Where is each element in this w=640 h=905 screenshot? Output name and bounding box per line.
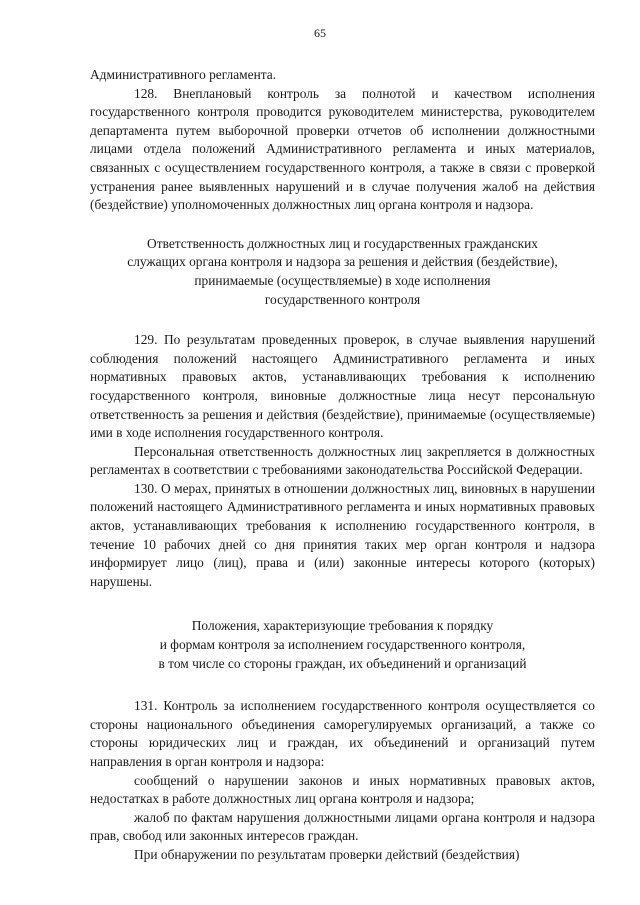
paragraph-129-personal-responsibility: Персональная ответственность должностных лиц закрепляется в должностных регламентах в соответствии с требованиями законодательства Российской Федерации. [90,443,595,478]
paragraph-131-reports: сообщений о нарушении законов и иных нормативных правовых актов, недостатках в работе должностных лиц органа контроля и надзора; [90,772,595,807]
paragraph-130: 130. О мерах, принятых в отношении должностных лиц, виновных в нарушении положений настоящего Административного регламента и иных нормативных правовых актов, устанавливающих требования к исполнению государственного контроля, в течение 10 рабочих дней со дня принятия таких мер орган контроля и надзора информирует лицо (лиц), права и (или) законные интересы которого (которых) нарушены. [90,480,595,589]
paragraph-131: 131. Контроль за исполнением государственного контроля осуществляется со стороны национального объединения саморегулируемых организаций, а также со стороны юридических лиц и граждан, их объединений и организаций путем направления в орган контроля и надзора: [90,698,595,769]
heading-line: в том числе со стороны граждан, их объединений и организаций [158,655,527,671]
document-body [90,66,595,865]
heading-line: принимаемые (осуществляемые) в ходе исполнения [194,272,491,288]
paragraph-continuation: Административного регламента. [90,67,277,82]
heading-line: и формам контроля за исполнением государственного контроля, [159,637,526,653]
heading-line: Положения, характеризующие требования к порядку [191,618,494,634]
section-heading-control-requirements [90,617,595,673]
heading-line: служащих органа контроля и надзора за решения и действия (бездействие), [127,254,558,270]
paragraph-128: 128. Внеплановый контроль за полнотой и качеством исполнения государственного контроля проводится руководителем министерства, руководителем департамента путем выборочной проверки отчетов об исполнении должностными лицами отдела положений Административного регламента и иных материалов, связанных с осуществлением государственного контроля, а также в связи с проверкой устранения ранее выявленных нарушений и в случае получения жалоб на действия (бездействие) уполномоченных должностных лиц органа контроля и надзора. [90,85,595,213]
heading-line: Ответственность должностных лиц и государственных гражданских [147,235,538,251]
paragraph-131-complaints: жалоб по фактам нарушения должностными лицами органа контроля и надзора прав, свобод или законных интересов граждан. [90,809,595,844]
section-heading-responsibility [90,235,595,309]
paragraph-129: 129. По результатам проведенных проверок, в случае выявления нарушений соблюдения положений настоящего Административного регламента и иных нормативных правовых актов, устанавливающих требования к исполнению государственного контроля, виновные должностные лица несут персональную ответственность за решения и действия (бездействие), принимаемые (осуществляемые) ими в ходе исполнения государственного контроля. [90,332,595,441]
page-number: 65 [314,26,326,40]
paragraph-131-detection: При обнаружении по результатам проверки действий (бездействия) [134,846,520,862]
heading-line: государственного контроля [264,291,421,307]
